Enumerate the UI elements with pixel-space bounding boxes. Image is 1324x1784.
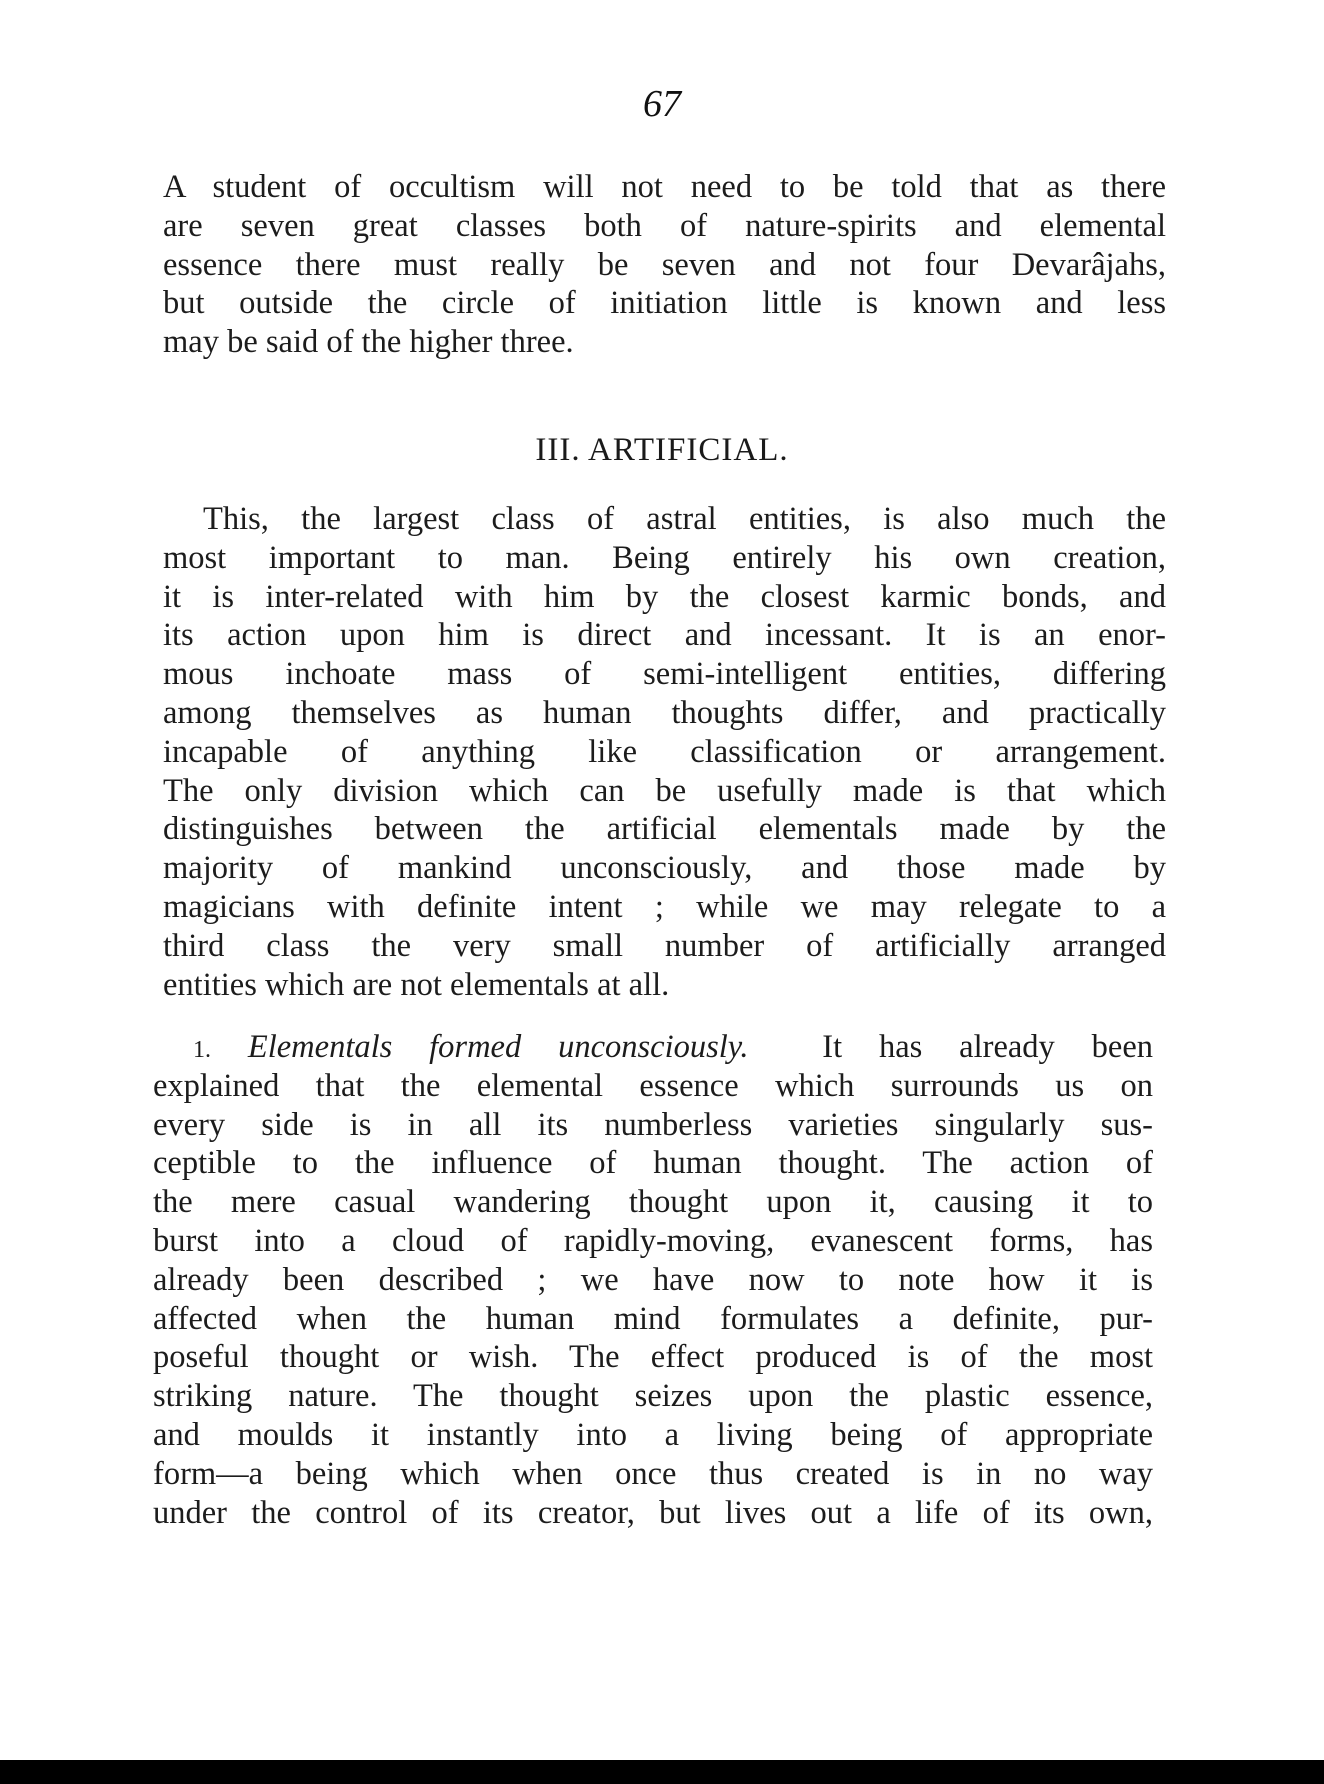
text-line: poseful thought or wish. The effect produced is of the most bbox=[153, 1339, 1153, 1376]
text-line: are seven great classes both of nature-spirits and elemental bbox=[163, 207, 1166, 244]
subsection-paragraph bbox=[153, 1028, 1153, 1532]
artificial-paragraph bbox=[163, 500, 1166, 1004]
page-number: 67 bbox=[643, 83, 681, 125]
text-line: most important to man. Being entirely his own creation, bbox=[163, 539, 1166, 576]
text-line: third class the very small number of artificially arranged bbox=[163, 927, 1166, 964]
text-line: mous inchoate mass of semi-intelligent entities, differing bbox=[163, 656, 1166, 693]
text-line: every side is in all its numberless varieties singularly sus- bbox=[153, 1106, 1153, 1143]
intro-paragraph bbox=[163, 168, 1166, 362]
scan-edge-bar bbox=[0, 1760, 1324, 1784]
text-line: and moulds it instantly into a living being of appropriate bbox=[153, 1416, 1153, 1453]
text-line: The only division which can be usefully made is that which bbox=[163, 772, 1166, 809]
subsection-title: Elementals formed unconsciously. bbox=[247, 1029, 749, 1065]
text-line: it is inter-related with him by the closest karmic bonds, and bbox=[163, 578, 1166, 615]
subsection-first-line bbox=[153, 1028, 1153, 1067]
text-line: A student of occultism will not need to be told that as there bbox=[163, 169, 1166, 205]
text-line: striking nature. The thought seizes upon the plastic essence, bbox=[153, 1378, 1153, 1415]
text-line: form—a being which when once thus created is in no way bbox=[153, 1455, 1153, 1492]
text-line: the mere casual wandering thought upon it, causing it to bbox=[153, 1184, 1153, 1221]
section-heading: III. ARTIFICIAL. bbox=[535, 432, 789, 468]
text-line: but outside the circle of initiation little is known and less bbox=[163, 285, 1166, 322]
text-line: entities which are not elementals at all. bbox=[163, 966, 670, 1003]
text-fragment: It has already been bbox=[822, 1029, 1154, 1065]
text-line: already been described ; we have now to note how it is bbox=[153, 1261, 1153, 1298]
text-line: ceptible to the influence of human thought. The action of bbox=[153, 1145, 1153, 1182]
text-line: may be said of the higher three. bbox=[163, 324, 574, 361]
text-line: affected when the human mind formulates a definite, pur- bbox=[153, 1300, 1153, 1337]
text-line: its action upon him is direct and incessant. It is an enor- bbox=[163, 617, 1166, 654]
text-line: distinguishes between the artificial elementals made by the bbox=[163, 811, 1166, 848]
text-line: incapable of anything like classification or arrangement. bbox=[163, 733, 1166, 770]
text-line: majority of mankind unconsciously, and those made by bbox=[163, 850, 1166, 887]
text-line: burst into a cloud of rapidly-moving, evanescent forms, has bbox=[153, 1222, 1153, 1259]
text-line: among themselves as human thoughts differ, and practically bbox=[163, 694, 1166, 731]
text-line: essence there must really be seven and not four Devarâjahs, bbox=[163, 246, 1166, 283]
text-line: magicians with definite intent ; while we may relegate to a bbox=[163, 888, 1166, 925]
text-line: This, the largest class of astral entities, is also much the bbox=[203, 501, 1166, 537]
text-line: under the control of its creator, but lives out a life of its own, bbox=[153, 1494, 1153, 1531]
text-line: explained that the elemental essence which surrounds us on bbox=[153, 1067, 1153, 1104]
subsection-number: 1. bbox=[193, 1037, 211, 1063]
